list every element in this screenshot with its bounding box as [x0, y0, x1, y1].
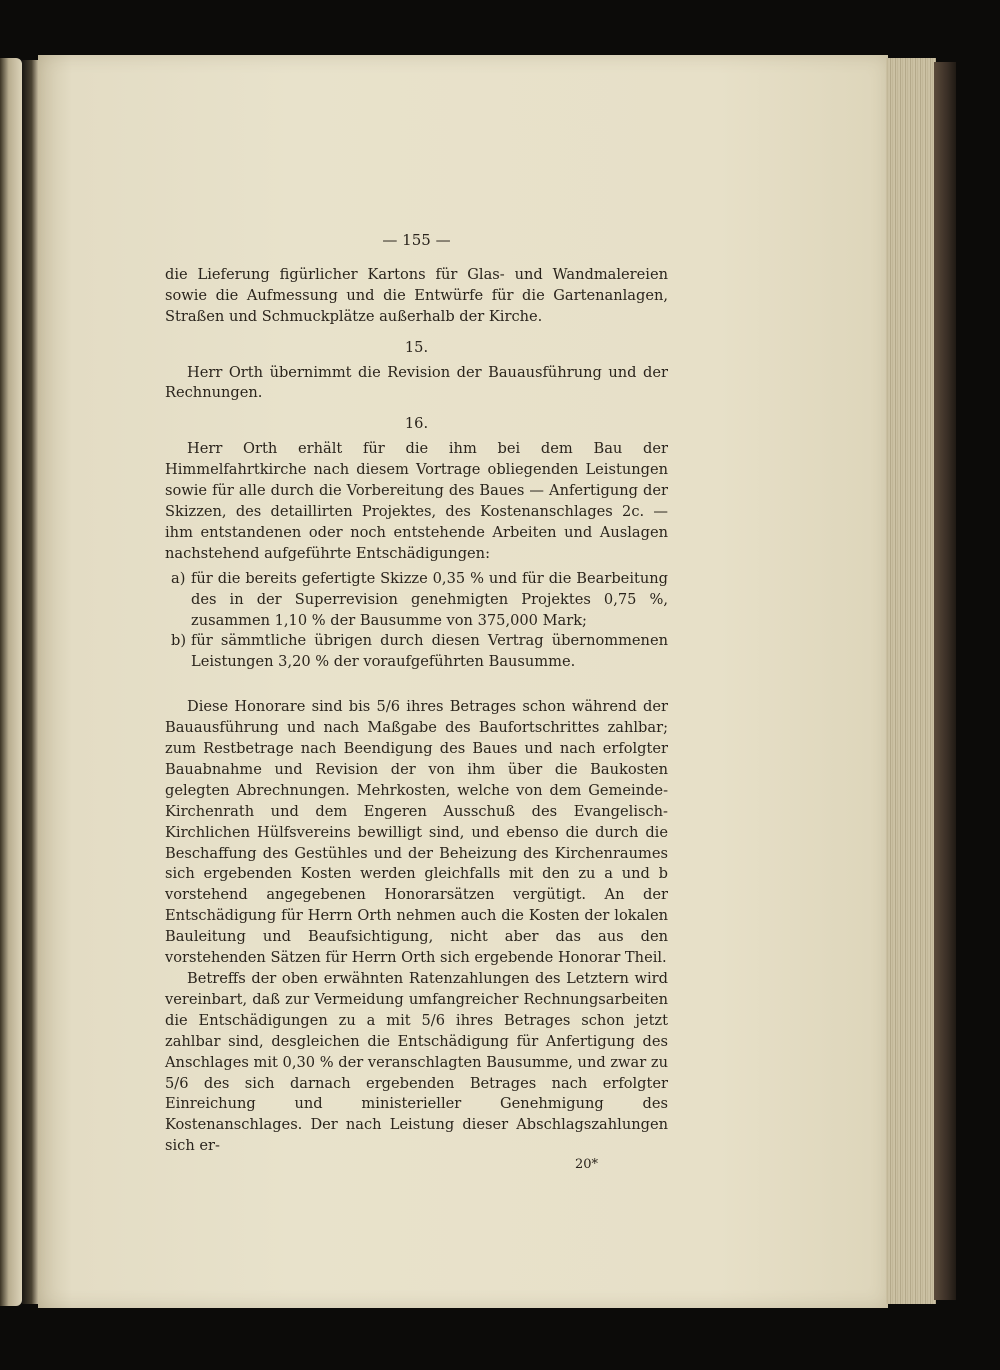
paragraph-honorare: Diese Honorare sind bis 5/6 ihres Betrages schon während der Bauausführung und nach Maßgabe des Baufortschrittes zahlbar; zum Restbetrage nach Beendigung des Baues und nach erfolgter Bauabnahme und Revision der von ihm über die Baukosten gelegten Abrechnungen. Mehrkosten, welche von dem Gemeinde-Kirchenrath und dem Engeren Ausschuß des Evangelisch-Kirchlichen Hülfsvereins bewilligt sind, und ebenso die durch die Beschaffung des Gestühles und der Beheizung des Kirchenraumes sich ergebenden Kosten werden gleichfalls mit den zu a und b vorstehend angegebenen Honorarsätzen vergütigt. An der Entschädigung für Herrn Orth nehmen auch die Kosten der lokalen Bauleitung und Beaufsichtigung, nicht aber das aus den vorstehenden Sätzen für Herrn Orth sich ergebende Honorar Theil.: [165, 698, 668, 967]
page-fore-edge: [886, 58, 936, 1304]
page-text-block: [165, 230, 668, 1173]
book-cover-edge: [934, 62, 956, 1300]
list-item-a: [165, 569, 668, 632]
book-gutter: [22, 60, 38, 1304]
paragraph-16: Herr Orth erhält für die ihm bei dem Bau der Himmelfahrtkirche nach diesem Vortrage obliegenden Leistungen sowie für alle durch die Vorbereitung des Baues — Anfertigung der Skizzen, des detaillirten Projektes, des Kostenanschlages 2c. — ihm entstandenen oder noch entstehende Arbeiten und Auslagen nachstehend aufgeführte Entschädigungen:: [165, 440, 668, 562]
compensation-list: [165, 569, 668, 674]
paragraph-intro: die Lieferung figürlicher Kartons für Glas- und Wandmalereien sowie die Aufmessung und die Entwürfe für die Gartenanlagen, Straßen und Schmuckplätze außerhalb der Kirche.: [165, 265, 668, 325]
section-heading-16: 16.: [404, 415, 429, 433]
list-marker-a: a): [171, 569, 186, 587]
list-text-a: für die bereits gefertigte Skizze 0,35 % und für die Bearbeitung des in der Superrevision genehmigten Projektes 0,75 %, zusammen 1,10 % der Bausumme von 375,000 Mark;: [191, 569, 668, 629]
list-text-b: für sämmtliche übrigen durch diesen Vertrag übernommenen Leistungen 3,20 % der voraufgeführten Bausumme.: [191, 632, 668, 671]
paragraph-betreffs: Betreffs der oben erwähnten Ratenzahlungen des Letztern wird vereinbart, daß zur Vermeidung umfangreicher Rechnungsarbeiten die Entschädigungen zu a mit 5/6 ihres Betrages schon jetzt zahlbar sind, desgleichen die Entschädigung für Anfertigung des Anschlages mit 0,30 % der veranschlagten Bausumme, und zwar zu 5/6 des sich darnach ergebenden Betrages nach erfolgter Einreichung und ministerieller Genehmigung des Kostenanschlages. Der nach Leistung dieser Abschlagszahlungen sich er-: [165, 970, 668, 1155]
paragraph-gap: [165, 673, 668, 697]
section-heading-15: 15.: [404, 338, 429, 356]
list-marker-b: b): [171, 632, 187, 650]
left-page-edge: [0, 58, 22, 1306]
list-item-b: [165, 631, 668, 673]
page-number: — 155 —: [382, 231, 451, 249]
signature-mark: 20*: [574, 1157, 598, 1173]
paragraph-15: Herr Orth übernimmt die Revision der Bauausführung und der Rechnungen.: [165, 363, 668, 402]
